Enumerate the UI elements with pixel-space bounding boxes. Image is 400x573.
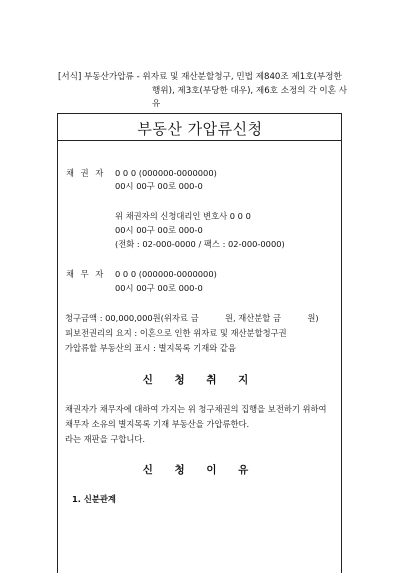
creditor-label: 채 권 자 <box>66 168 106 178</box>
creditor-address: 00시 00구 00로 000-0 <box>115 181 203 191</box>
section-title-reason: 신 청 이 유 <box>142 464 258 476</box>
document-heading <box>58 71 347 112</box>
purpose-text: 라는 재판을 구합니다. <box>65 434 146 444</box>
purpose-text: 채무자 소유의 별지목록 기재 부동산을 가압류한다. <box>65 419 250 429</box>
heading-line: 행위), 제3호(부당한 대우), 제6호 소정의 각 이혼 사 <box>152 85 348 96</box>
creditor-name: 0 0 0 (000000-0000000) <box>115 168 217 178</box>
secured-right: 피보전권리의 요지 : 이혼으로 인한 위자료 및 재산분할청구권 <box>65 328 287 338</box>
section-title-purpose: 신 청 취 지 <box>142 374 258 386</box>
title-divider <box>57 140 342 141</box>
property-description: 가압류할 부동산의 표시 : 별지목록 기재와 같음 <box>65 343 236 353</box>
reason-item: 1. 신분관계 <box>72 494 116 504</box>
purpose-text: 채권자가 채무자에 대하여 가지는 위 청구채권의 집행을 보전하기 위하여 <box>65 404 327 414</box>
debtor-address: 00시 00구 00로 000-0 <box>115 283 203 293</box>
heading-line: 유 <box>152 99 161 109</box>
debtor-label: 채 무 자 <box>66 269 106 279</box>
agent-line: 위 채권자의 신청대리인 변호사 0 0 0 <box>115 211 251 221</box>
claim-amount: 청구금액 : 00,000,000원(위자료 금 원, 재산분할 금 원) <box>65 313 319 323</box>
agent-address: 00시 00구 00로 000-0 <box>115 225 203 235</box>
agent-contact: (전화 : 02-000-0000 / 팩스 : 02-000-0000) <box>115 239 285 249</box>
form-title: 부동산 가압류신청 <box>137 120 263 138</box>
heading-line: [서식] 부동산가압류 - 위자료 및 재산분할청구, 민법 제840조 제1호(부정한 <box>58 72 342 82</box>
debtor-name: 0 0 0 (000000-0000000) <box>115 269 217 279</box>
